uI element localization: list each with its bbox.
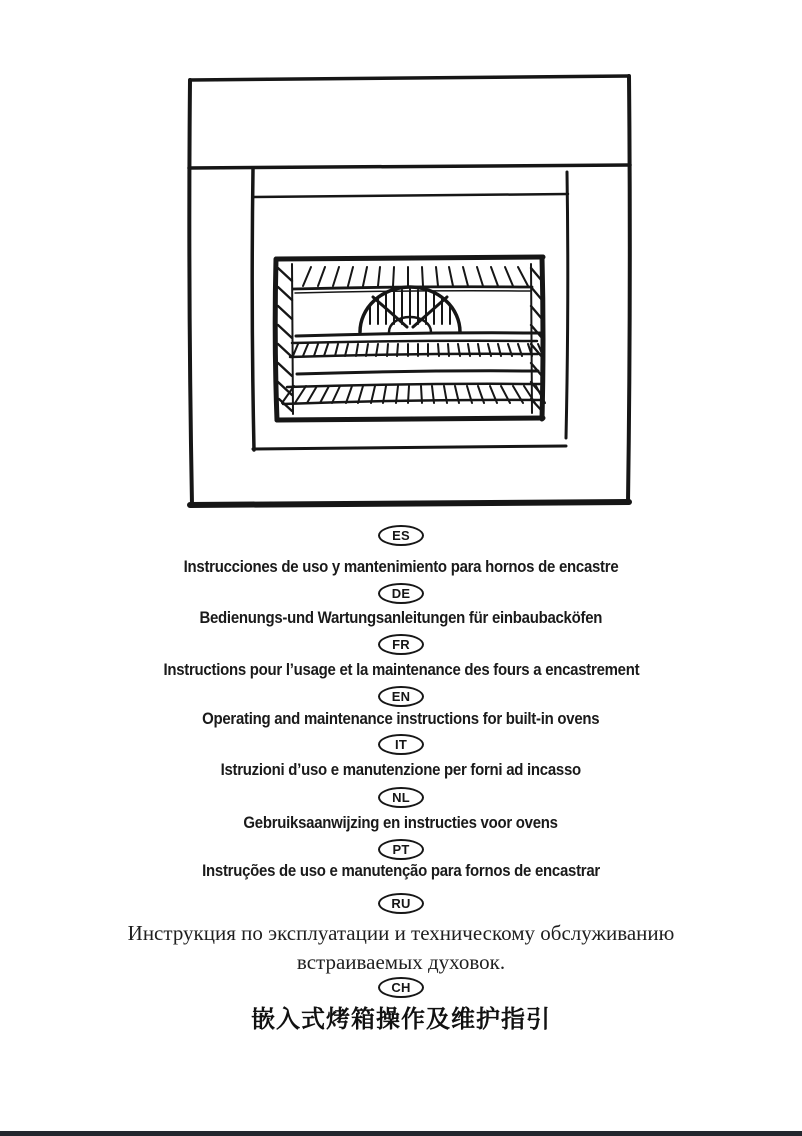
lang-badge-row-ru (0, 893, 802, 914)
lang-title-nl: Gebruiksaanwijzing en instructies voor ovens (243, 813, 559, 832)
lang-title-row-en (0, 709, 802, 729)
lang-badge-de: DE (378, 583, 424, 604)
oven-racks (282, 333, 545, 404)
lang-badge-ru: RU (378, 893, 424, 914)
lang-badge-row-de (0, 583, 802, 604)
lang-badge-es: ES (378, 525, 424, 546)
lang-badge-pt: PT (378, 839, 424, 860)
lang-badge-row-pt (0, 839, 802, 860)
footer-rule (0, 1131, 802, 1136)
lang-badge-row-ch (0, 977, 802, 998)
lang-badge-it: IT (378, 734, 424, 755)
lang-title-it: Istruzioni d’uso e manutenzione per forni ad incasso (220, 760, 582, 779)
lang-badge-nl: NL (378, 787, 424, 808)
oven-ceiling (293, 267, 532, 293)
lang-title-ch: 嵌入式烤箱操作及维护指引 (251, 1006, 551, 1033)
lang-title-ru: Инструкция по эксплуатации и техническому обслуживанию встраиваемых духовок. (127, 921, 675, 974)
lang-title-row-it (0, 760, 802, 780)
lang-title-row-ch (0, 999, 802, 1034)
lang-badge-row-es (0, 525, 802, 546)
lang-badge-row-it (0, 734, 802, 755)
lang-badge-row-en (0, 686, 802, 707)
lang-title-pt: Instruções de uso e manutenção para fornos de encastrar (202, 861, 600, 880)
lang-badge-ch: CH (378, 977, 424, 998)
lang-badge-row-nl (0, 787, 802, 808)
lang-title-row-nl (0, 813, 802, 833)
lang-title-fr: Instructions pour l’usage et la maintenance des fours a encastrement (163, 660, 639, 679)
lang-title-row-pt (0, 861, 802, 881)
lang-title-row-de (0, 608, 802, 628)
lang-title-row-es (0, 557, 802, 577)
fan-dome (360, 287, 460, 332)
lang-badge-en: EN (378, 686, 424, 707)
lang-title-en: Operating and maintenance instructions for built-in ovens (202, 709, 600, 728)
lang-title-de: Bedienungs-und Wartungsanleitungen für einbaubacköfen (199, 608, 603, 627)
oven-illustration (180, 70, 640, 515)
lang-badge-row-fr (0, 634, 802, 655)
lang-badge-fr: FR (378, 634, 424, 655)
lang-title-row-ru (0, 919, 802, 977)
lang-title-es: Instrucciones de uso y mantenimiento para hornos de encastre (183, 557, 619, 576)
lang-title-row-fr (0, 660, 802, 680)
